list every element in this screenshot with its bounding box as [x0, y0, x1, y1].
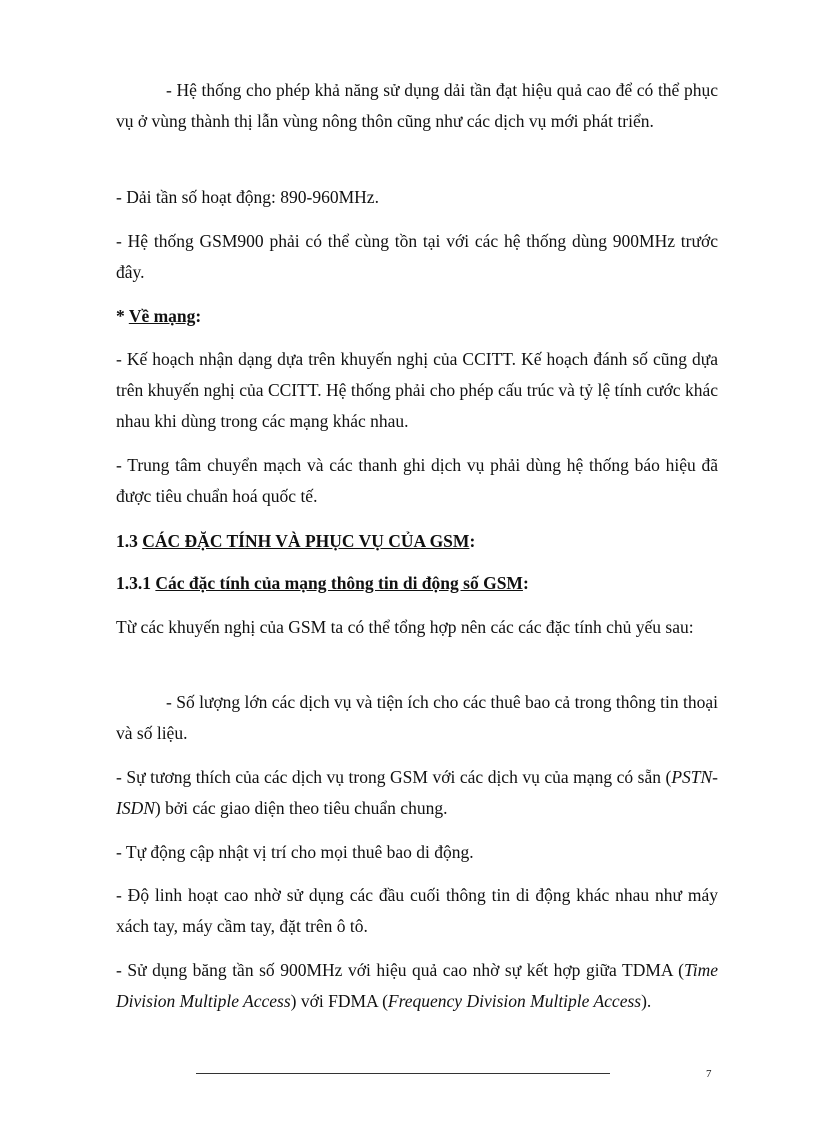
footer-divider [196, 1073, 610, 1074]
paragraph-text: ) với FDMA ( [290, 991, 388, 1011]
paragraph-text: - Sự tương thích của các dịch vụ trong GSM với các dịch vụ của mạng có sẵn ( [116, 767, 672, 787]
heading-section-1-3-1 [116, 568, 718, 599]
paragraph-services [116, 687, 718, 749]
paragraph-gsm-features-intro [116, 612, 718, 643]
heading-colon: : [195, 306, 202, 326]
heading-section-1-3 [116, 526, 718, 557]
section-number: 1.3 [116, 531, 143, 551]
paragraph-text: Từ các khuyến nghị của GSM ta có thể tổng hợp nên các các đặc tính chủ yếu sau: [116, 617, 694, 637]
paragraph-spectrum-efficiency [116, 75, 718, 137]
paragraph-frequency-band [116, 182, 718, 213]
page-number: 7 [706, 1068, 712, 1080]
heading-prefix: * [116, 306, 129, 326]
paragraph-text: ). [641, 991, 652, 1011]
section-colon: : [469, 531, 476, 551]
paragraph-location-update [116, 837, 718, 868]
paragraph-text: - Trung tâm chuyển mạch và các thanh ghi dịch vụ phải dùng hệ thống báo hiệu đã được tiêu chuẩn hoá quốc tế. [116, 455, 718, 506]
paragraph-text: ) bởi các giao diện theo tiêu chuẩn chung. [154, 798, 448, 818]
heading-label: Về mạng [128, 306, 196, 326]
paragraph-tdma-fdma [116, 955, 718, 1017]
italic-term: Frequency Division Multiple Access [387, 991, 642, 1011]
subsection-number: 1.3.1 [116, 573, 156, 593]
paragraph-ccitt-plan [116, 344, 718, 437]
paragraph-text: - Hệ thống GSM900 phải có thể cùng tồn tại với các hệ thống dùng 900MHz trước đây. [116, 231, 718, 282]
paragraph-text: - Kế hoạch nhận dạng dựa trên khuyến nghị của CCITT. Kế hoạch đánh số cũng dựa trên khuyến nghị của CCITT. Hệ thống phải cho phép cấu trúc và tỷ lệ tính cước khác nhau khi dùng trong các mạng khác nhau. [116, 349, 718, 431]
paragraph-compatibility [116, 762, 718, 824]
paragraph-text: - Hệ thống cho phép khả năng sử dụng dải tần đạt hiệu quả cao để có thể phục vụ ở vùng thành thị lẫn vùng nông thôn cũng như các dịch vụ mới phát triển. [116, 80, 718, 131]
paragraph-text: - Sử dụng băng tần số 900MHz với hiệu quả cao nhờ sự kết hợp giữa TDMA ( [116, 960, 684, 980]
paragraph-flexibility [116, 880, 718, 942]
paragraph-text: - Dải tần số hoạt động: 890-960MHz. [116, 187, 379, 207]
paragraph-text: - Số lượng lớn các dịch vụ và tiện ích cho các thuê bao cả trong thông tin thoại và số liệu. [116, 692, 718, 743]
italic-term: PSTN-ISDN [116, 767, 718, 818]
section-title: CÁC ĐẶC TÍNH VÀ PHỤC VỤ CỦA GSM [142, 531, 470, 551]
paragraph-text: - Độ linh hoạt cao nhờ sử dụng các đầu cuối thông tin di động khác nhau như máy xách tay, máy cầm tay, đặt trên ô tô. [116, 885, 718, 936]
subsection-title: Các đặc tính của mạng thông tin di động số GSM [155, 573, 523, 593]
paragraph-text: - Tự động cập nhật vị trí cho mọi thuê bao di động. [116, 842, 474, 862]
paragraph-switching-center [116, 450, 718, 512]
paragraph-gsm900-coexist [116, 226, 718, 288]
heading-network [116, 301, 718, 332]
italic-term: Time Division Multiple Access [116, 960, 718, 1011]
subsection-colon: : [522, 573, 529, 593]
